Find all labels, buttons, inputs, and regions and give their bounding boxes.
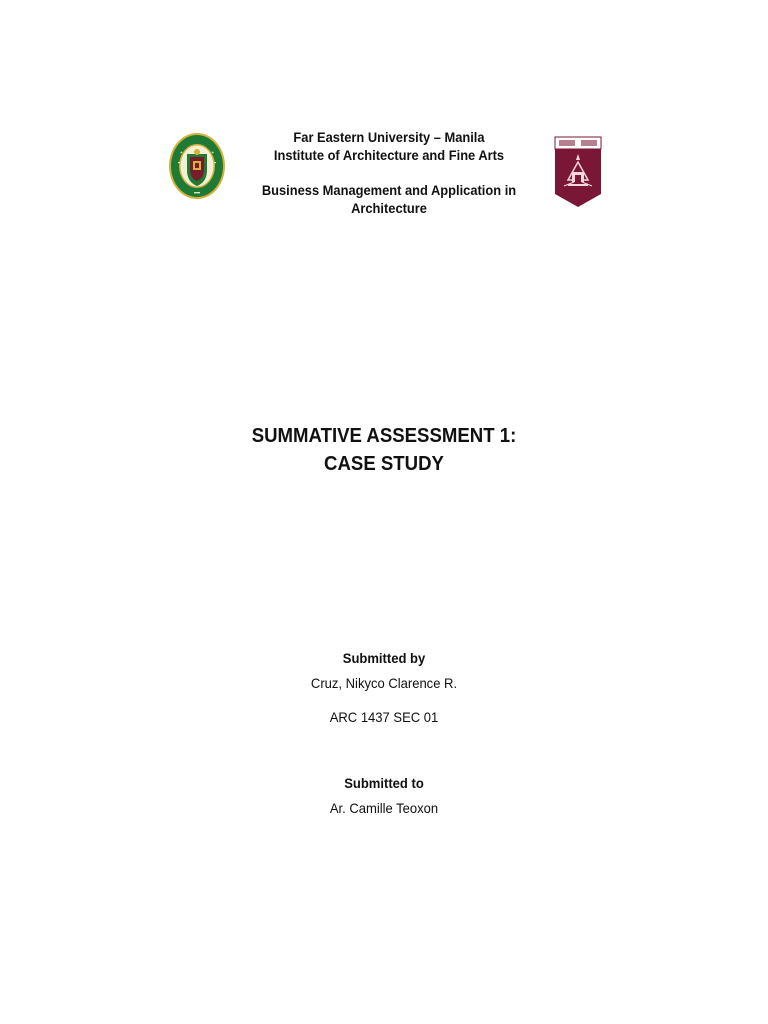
- feu-seal-icon: [168, 132, 226, 200]
- instructor-name: Ar. Camille Teoxon: [329, 800, 439, 816]
- university-name: Far Eastern University – Manila: [293, 129, 485, 145]
- course-title-line1: Business Management and Application in: [261, 182, 517, 198]
- assessment-title: [27, 422, 741, 478]
- submitted-by-label: Submitted by: [342, 650, 426, 666]
- course-title-line2: Architecture: [351, 200, 427, 216]
- institute-name: Institute of Architecture and Fine Arts: [273, 147, 505, 163]
- title-line1: SUMMATIVE ASSESSMENT 1:: [251, 425, 517, 447]
- submitted-to-label: Submitted to: [344, 775, 424, 791]
- title-line2: CASE STUDY: [324, 453, 444, 475]
- course-section: ARC 1437 SEC 01: [329, 709, 439, 725]
- document-header: [243, 128, 536, 217]
- student-name: Cruz, Nikyco Clarence R.: [310, 675, 458, 691]
- feu-iarfa-crest-icon: [554, 136, 602, 208]
